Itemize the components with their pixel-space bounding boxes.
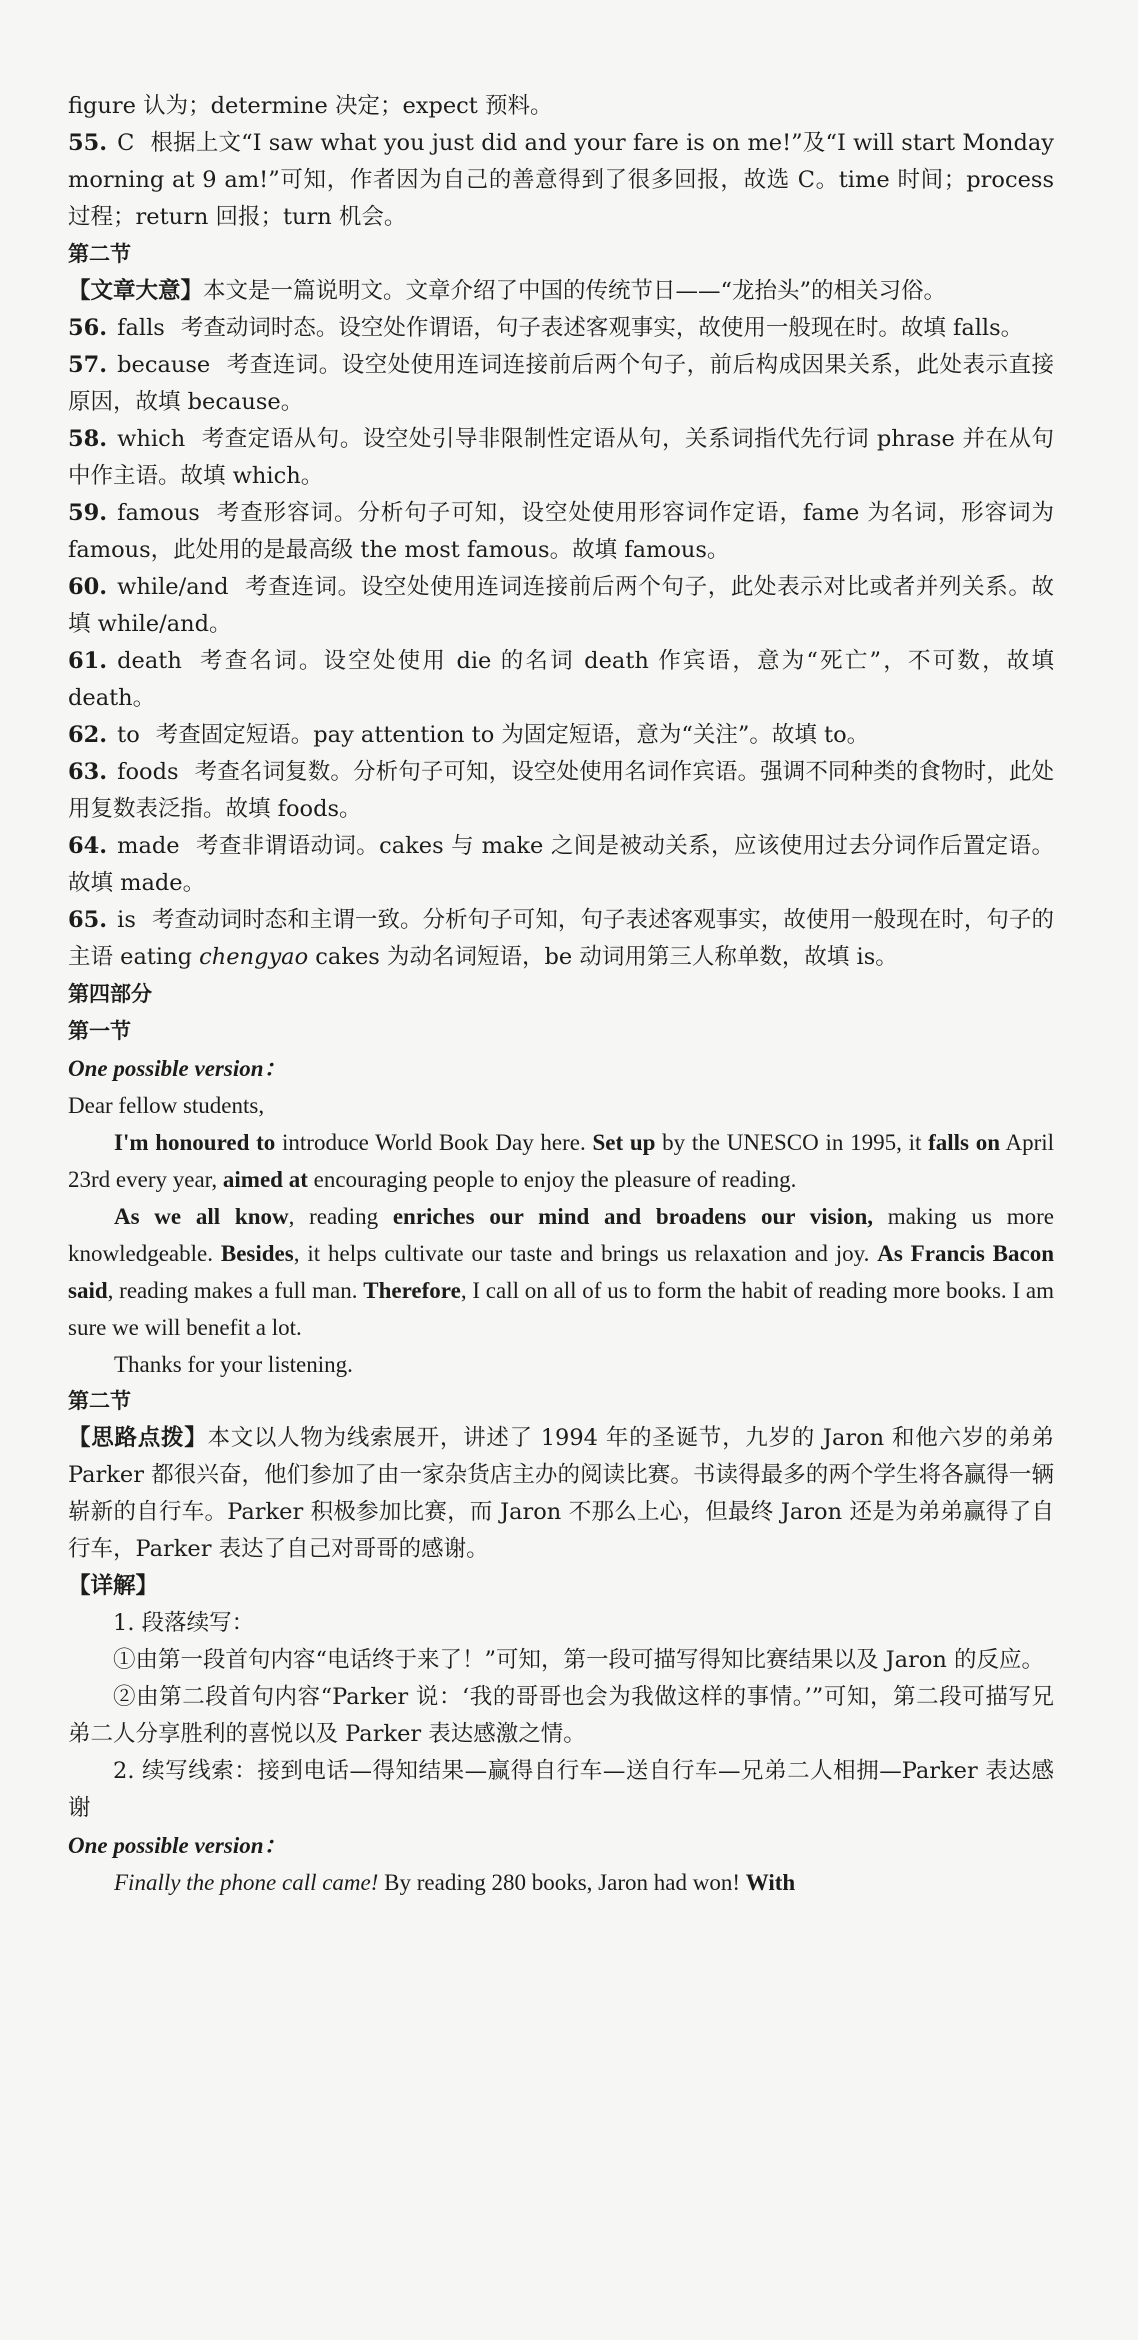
answer-63: [68, 754, 1054, 828]
answer-value: is: [117, 907, 136, 933]
key-phrase: Besides: [220, 1241, 294, 1266]
answer-value: to: [117, 722, 140, 748]
essay-text: by the UNESCO in 1995, it: [655, 1130, 929, 1155]
essay-text: April 23rd every year,: [68, 1130, 1055, 1192]
question-number: 61.: [68, 648, 108, 674]
key-phrase: I'm honoured to: [114, 1130, 276, 1155]
answer-value: because: [117, 352, 211, 378]
essay-paragraph-1: [68, 1124, 1054, 1198]
closing: Thanks for your listening.: [114, 1352, 353, 1377]
key-phrase: enriches our mind and broadens our vision,: [392, 1204, 874, 1229]
section-heading: 第二节: [68, 1389, 131, 1413]
section-heading: 第二节: [68, 242, 131, 266]
question-number: 57.: [68, 352, 108, 378]
key-phrase: As we all know: [114, 1204, 289, 1229]
idea-text: 本文以人物为线索展开，讲述了 1994 年的圣诞节，九岁的 Jaron 和他六岁的弟弟 Parker 都很兴奋，他们参加了由一家杂货店主办的阅读比赛。书读得最多的两个学生将各赢得一辆崭新的自行车。Parker 积极参加比赛，而 Jaron 不那么上心，但最终 Jaron 还是为弟弟赢得了自行车，Parker 表达了自己对哥哥的感谢。: [68, 1425, 1054, 1562]
question-number: 60.: [68, 574, 108, 600]
answer-explanation: 考查动词时态和主谓一致。分析句子可知，句子表述客观事实，故使用一般现在时，句子的主语 eating: [68, 907, 1054, 970]
essay-text: By reading 280 books, Jaron had won!: [378, 1870, 746, 1895]
answer-61: [68, 643, 1054, 717]
question-number: 56.: [68, 315, 108, 341]
summary: [68, 273, 1054, 310]
answer-explanation: 考查动词时态。设空处作谓语，句子表述客观事实，故使用一般现在时。故填 falls。: [180, 315, 1024, 341]
idea-guide: [68, 1420, 1054, 1568]
text-line: figure 认为；determine 决定；expect 预料。: [68, 93, 553, 119]
essay-text: making us more knowledgeable.: [68, 1204, 1055, 1266]
question-number: 63.: [68, 759, 108, 785]
question-number: 59.: [68, 500, 108, 526]
answer-explanation: 考查连词。设空处使用连词连接前后两个句子，前后构成因果关系，此处表示直接原因，故填 because。: [68, 352, 1054, 415]
answer-55: [68, 125, 1054, 236]
question-number: 62.: [68, 722, 108, 748]
essay-paragraph-2: [68, 1198, 1054, 1346]
answer-explanation: 考查形容词。分析句子可知，设空处使用形容词作定语，fame 为名词，形容词为 famous，此处用的是最高级 the most famous。故填 famous。: [68, 500, 1054, 563]
answer-59: [68, 495, 1054, 569]
detail-item: ②由第二段首句内容“Parker 说：‘我的哥哥也会为我做这样的事情。’”可知，第二段可描写兄弟二人分享胜利的喜悦以及 Parker 表达感激之情。: [68, 1684, 1054, 1747]
answer-explanation: 根据上文“I saw what you just did and your fare is on me!”及“I will start Monday morning at 9 am!”可知，作者因为自己的善意得到了很多回报，故选 C。time 时间；process 过程；return 回报；turn 机会。: [68, 130, 1054, 230]
question-number: 65.: [68, 907, 108, 933]
answer-explanation: 考查连词。设空处使用连词连接前后两个句子，此处表示对比或者并列关系。故填 while/and。: [68, 574, 1054, 637]
key-phrase: falls on: [928, 1130, 1000, 1155]
answer-58: [68, 421, 1054, 495]
idea-tag: 【思路点拨】: [68, 1425, 208, 1451]
greeting: Dear fellow students,: [68, 1093, 265, 1118]
summary-tag: 【文章大意】: [68, 278, 204, 304]
key-phrase: Set up: [592, 1130, 656, 1155]
question-number: 55.: [68, 130, 108, 156]
answer-value: death: [117, 648, 182, 674]
answer-explanation: 考查非谓语动词。cakes 与 make 之间是被动关系，应该使用过去分词作后置定语。故填 made。: [68, 833, 1054, 896]
answer-explanation: 考查定语从句。设空处引导非限制性定语从句，关系词指代先行词 phrase 并在从句中作主语。故填 which。: [68, 426, 1054, 489]
essay-text: , it helps cultivate our taste and brings us relaxation and joy.: [293, 1241, 878, 1266]
detail-tag: 【详解】: [68, 1573, 159, 1599]
version-label: One possible version：: [68, 1056, 287, 1081]
answer-value: falls: [117, 315, 165, 341]
answer-65: [68, 902, 1054, 976]
version-label: One possible version：: [68, 1833, 287, 1858]
key-phrase: With: [745, 1870, 796, 1895]
answer-56: [68, 310, 1054, 347]
section-heading: 第一节: [68, 1019, 131, 1043]
answer-value: made: [117, 833, 180, 859]
essay-text: introduce World Book Day here.: [275, 1130, 593, 1155]
answer-explanation: 考查固定短语。pay attention to 为固定短语，意为“关注”。故填 to。: [155, 722, 870, 748]
key-phrase: aimed at: [222, 1167, 308, 1192]
key-phrase: Therefore: [363, 1278, 461, 1303]
answer-value: while/and: [117, 574, 229, 600]
key-phrase: As Francis Bacon said: [68, 1241, 1054, 1303]
answer-57: [68, 347, 1054, 421]
answer-value: which: [117, 426, 186, 452]
answer-62: [68, 717, 1054, 754]
essay-text: , I call on all of us to form the habit of reading more books. I am sure we will benefit a lot.: [68, 1278, 1054, 1340]
answer-explanation-cont: cakes 为动名词短语，be 动词用第三人称单数，故填 is。: [308, 944, 898, 970]
answer-explanation: 考查名词。设空处使用 die 的名词 death 作宾语，意为“死亡”，不可数，故填 death。: [68, 648, 1054, 711]
essay-text: , reading makes a full man.: [107, 1278, 364, 1303]
italic-term: chengyao: [199, 944, 309, 970]
question-number: 58.: [68, 426, 108, 452]
detail-item: ①由第一段首句内容“电话终于来了！”可知，第一段可描写得知比赛结果以及 Jaron 的反应。: [113, 1647, 1045, 1673]
essay-paragraph-final: [68, 1864, 1054, 1901]
italic-sentence: Finally the phone call came!: [114, 1870, 379, 1895]
answer-value: famous: [117, 500, 200, 526]
essay-text: encouraging people to enjoy the pleasure of reading.: [307, 1167, 797, 1192]
summary-text: 本文是一篇说明文。文章介绍了中国的传统节日——“龙抬头”的相关习俗。: [203, 278, 947, 304]
answer-60: [68, 569, 1054, 643]
answer-value: C: [117, 130, 135, 156]
essay-text: , reading: [288, 1204, 393, 1229]
answer-value: foods: [117, 759, 179, 785]
answer-64: [68, 828, 1054, 902]
detail-item: 2. 续写线索：接到电话—得知结果—赢得自行车—送自行车—兄弟二人相拥—Parker 表达感谢: [68, 1758, 1054, 1821]
part-heading: 第四部分: [68, 982, 152, 1006]
question-number: 64.: [68, 833, 108, 859]
answer-explanation: 考查名词复数。分析句子可知，设空处使用名词作宾语。强调不同种类的食物时，此处用复数表泛指。故填 foods。: [68, 759, 1054, 822]
detail-item: 1. 段落续写：: [113, 1610, 255, 1636]
